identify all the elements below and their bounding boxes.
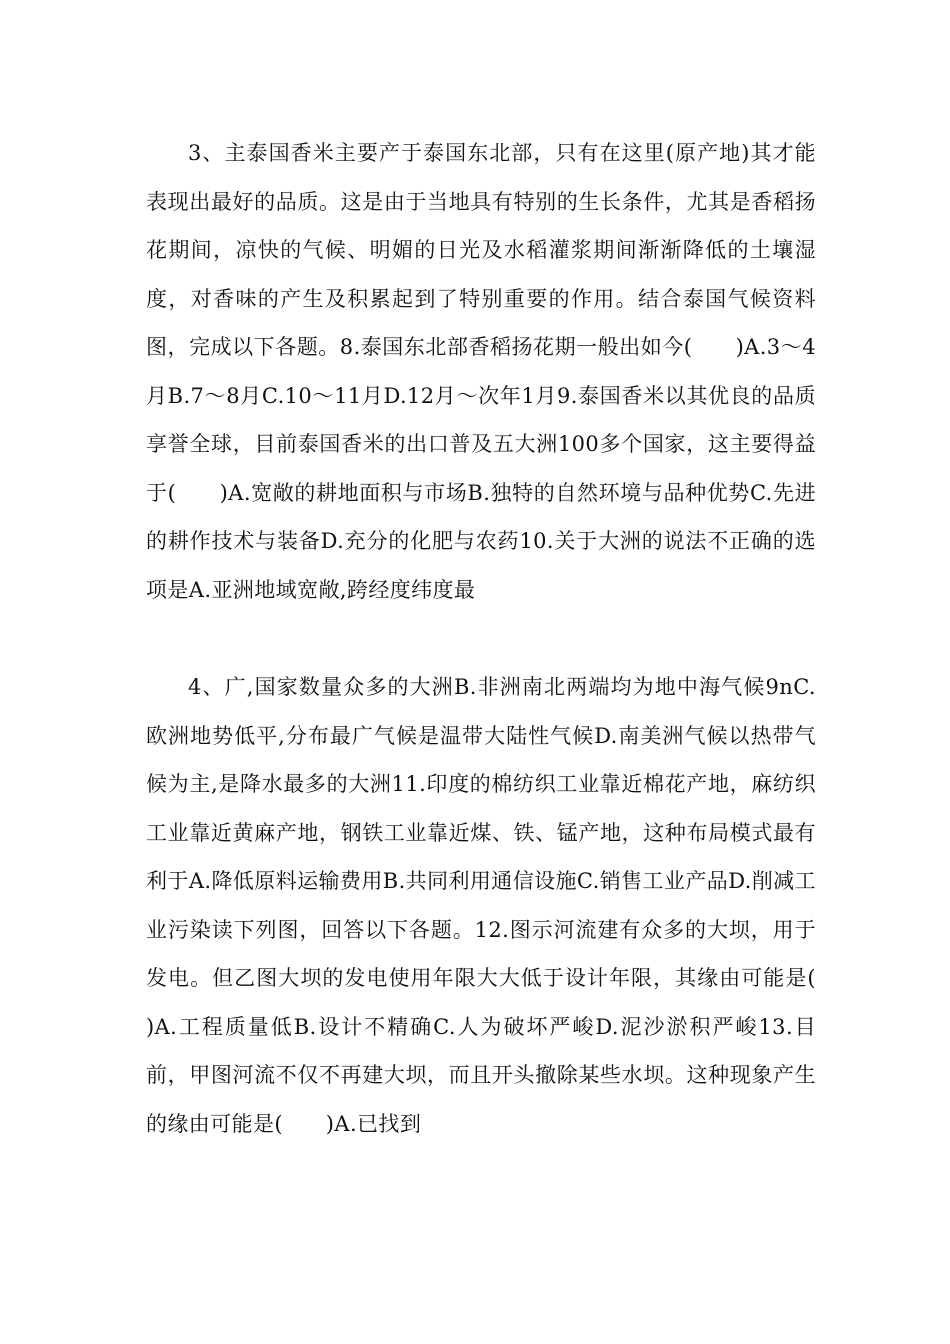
- paragraph-question-3: 3、主泰国香米主要产于泰国东北部，只有在这里(原产地)其才能表现出最好的品质。这是由于当地具有特别的生长条件，尤其是香稻扬花期间，凉快的气候、明媚的日光及水稻灌浆期间渐渐降低的土壤湿度，对香味的产生及积累起到了特别重要的作用。结合泰国气候资料图，完成以下各题。8.泰国东北部香稻扬花期一般出如今( )A.3～4月B.7～8月C.10～11月D.12月～次年1月9.泰国香米以其优良的品质享誉全球，目前泰国香米的出口普及五大洲100多个国家，这主要得益于( )A.宽敞的耕地面积与市场B.独特的自然环境与品种优势C.先进的耕作技术与装备D.充分的化肥与农药10.关于大洲的说法不正确的选项是A.亚洲地域宽敞,跨经度纬度最: [146, 141, 816, 602]
- paragraph-question-4: 4、广,国家数量众多的大洲B.非洲南北两端均为地中海气候9nC.欧洲地势低平,分布最广气候是温带大陆性气候D.南美洲气候以热带气候为主,是降水最多的大洲11.印度的棉纺织工业靠近棉花产地，麻纺织工业靠近黄麻产地，钢铁工业靠近煤、铁、锰产地，这种布局模式最有利于A.降低原料运输费用B.共同利用通信设施C.销售工业产品D.削减工业污染读下列图，回答以下各题。12.图示河流建有众多的大坝，用于发电。但乙图大坝的发电使用年限大大低于设计年限，其缘由可能是( )A.工程质量低B.设计不精确C.人为破坏严峻D.泥沙淤积严峻13.目前，甲图河流不仅不再建大坝，而且开头撤除某些水坝。这种现象产生的缘由可能是( )A.已找到: [146, 675, 859, 1136]
